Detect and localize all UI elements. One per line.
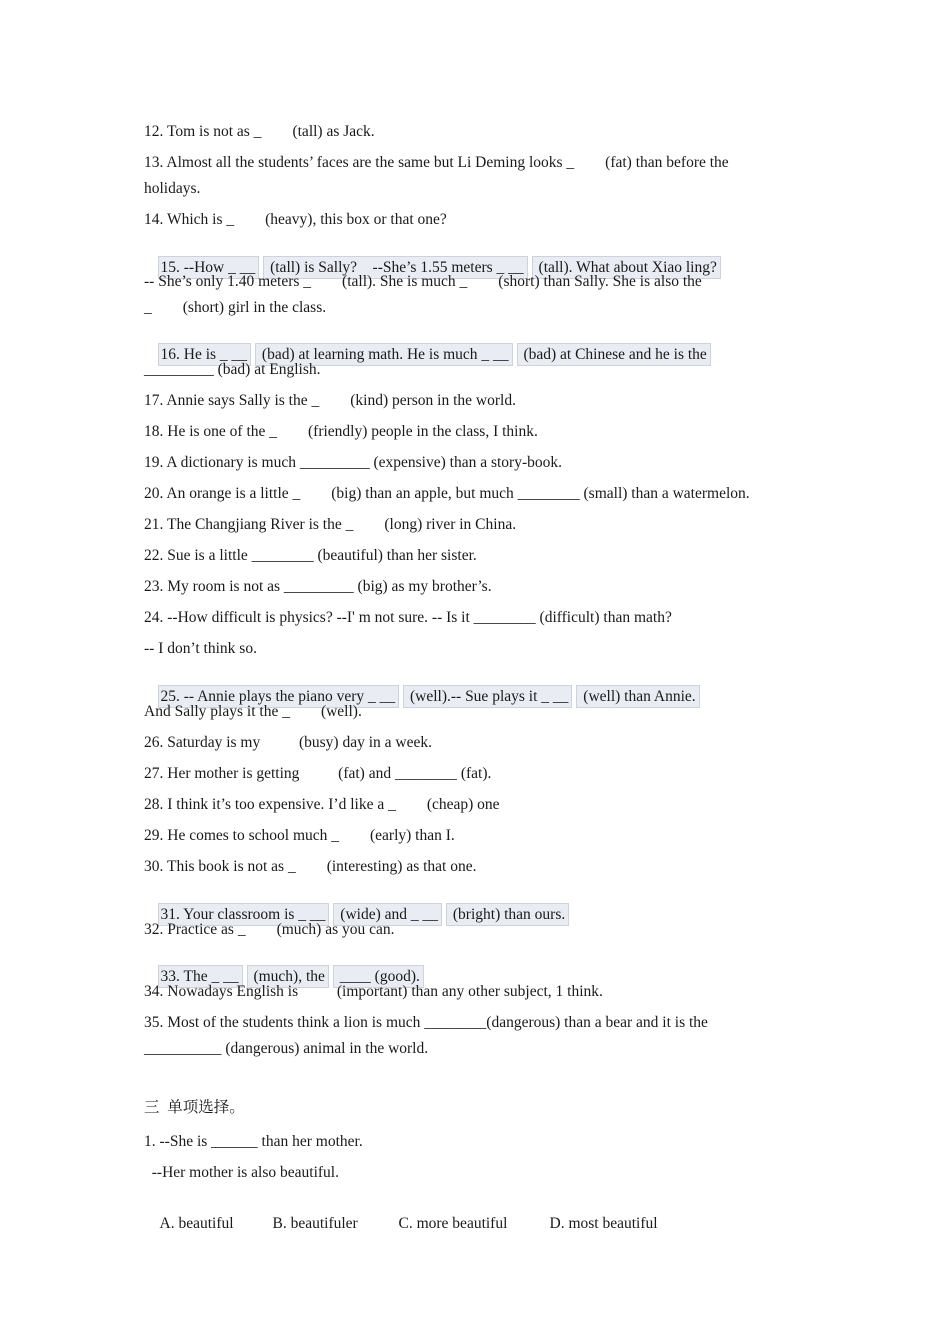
option-b: B. beautifuler bbox=[272, 1215, 358, 1232]
question-1-cont: --Her mother is also beautiful. bbox=[144, 1164, 339, 1181]
exercise-line-27: 27. Her mother is getting (fat) and ________ (fat). bbox=[144, 765, 492, 782]
exercise-line-13-cont: holidays. bbox=[144, 180, 201, 197]
option-a: A. beautiful bbox=[159, 1215, 234, 1232]
exercise-line-28: 28. I think it’s too expensive. I’d like a _ (cheap) one bbox=[144, 796, 500, 813]
highlight-segment: ____ (good). bbox=[333, 965, 424, 988]
highlight-segment: (well).-- Sue plays it _ __ bbox=[403, 685, 572, 708]
highlight-segment: (much), the bbox=[247, 965, 329, 988]
highlight-segment: (bright) than ours. bbox=[446, 903, 569, 926]
highlight-segment: 15. --How _ __ bbox=[158, 256, 260, 279]
exercise-line-29: 29. He comes to school much _ (early) than I. bbox=[144, 827, 455, 844]
exercise-line-34: 34. Nowadays English is (important) than any other subject, 1 think. bbox=[144, 983, 603, 1000]
exercise-line-14: 14. Which is _ (heavy), this box or that one? bbox=[144, 211, 447, 228]
section-heading: 三 单项选择。 bbox=[144, 1099, 245, 1116]
highlight-segment: (well) than Annie. bbox=[576, 685, 699, 708]
exercise-line-30: 30. This book is not as _ (interesting) as that one. bbox=[144, 858, 477, 875]
highlight-segment: 16. He is _ __ bbox=[158, 343, 252, 366]
highlight-segment: (bad) at learning math. He is much _ __ bbox=[255, 343, 513, 366]
highlight-segment: (tall). What about Xiao ling? bbox=[532, 256, 721, 279]
exercise-line-16-cont: _________ (bad) at English. bbox=[144, 361, 321, 378]
exercise-line-35-cont: __________ (dangerous) animal in the world. bbox=[144, 1040, 429, 1057]
exercise-line-20: 20. An orange is a little _ (big) than an apple, but much ________ (small) than a watermelon. bbox=[144, 485, 750, 502]
highlight-segment: 25. -- Annie plays the piano very _ __ bbox=[158, 685, 400, 708]
highlight-segment: 33. The _ __ bbox=[158, 965, 243, 988]
exercise-line-18: 18. He is one of the _ (friendly) people in the class, I think. bbox=[144, 423, 538, 440]
exercise-line-24-cont: -- I don’t think so. bbox=[144, 640, 257, 657]
exercise-line-15-answer: -- She’s only 1.40 meters _ (tall). She is much _ (short) than Sally. She is also the bbox=[144, 273, 702, 290]
exercise-line-19: 19. A dictionary is much _________ (expensive) than a story-book. bbox=[144, 454, 563, 471]
highlight-segment: (tall) is Sally? --She’s 1.55 meters _ __ bbox=[263, 256, 527, 279]
exercise-line-21: 21. The Changjiang River is the _ (long) river in China. bbox=[144, 516, 517, 533]
exercise-line-15-cont: _ (short) girl in the class. bbox=[144, 299, 327, 316]
exercise-line-24: 24. --How difficult is physics? --I' m not sure. -- Is it ________ (difficult) than math? bbox=[144, 609, 672, 626]
exercise-line-13: 13. Almost all the students’ faces are the same but Li Deming looks _ (fat) than before the bbox=[144, 154, 729, 171]
answer-options bbox=[144, 1194, 658, 1254]
exercise-line-26: 26. Saturday is my (busy) day in a week. bbox=[144, 734, 432, 751]
exercise-line-12: 12. Tom is not as _ (tall) as Jack. bbox=[144, 123, 375, 140]
highlight-segment: 31. Your classroom is _ __ bbox=[158, 903, 330, 926]
exercise-line-32: 32. Practice as _ (much) as you can. bbox=[144, 921, 395, 938]
exercise-line-22: 22. Sue is a little ________ (beautiful) than her sister. bbox=[144, 547, 477, 564]
question-1: 1. --She is ______ than her mother. bbox=[144, 1133, 363, 1150]
exercise-line-23: 23. My room is not as _________ (big) as my brother’s. bbox=[144, 578, 492, 595]
highlight-segment: (wide) and _ __ bbox=[333, 903, 442, 926]
option-c: C. more beautiful bbox=[398, 1215, 508, 1232]
exercise-line-35: 35. Most of the students think a lion is much ________(dangerous) than a bear and it is the bbox=[144, 1014, 708, 1031]
highlight-segment: (bad) at Chinese and he is the bbox=[517, 343, 711, 366]
exercise-line-25-cont: And Sally plays it the _ (well). bbox=[144, 703, 362, 720]
option-d: D. most beautiful bbox=[549, 1215, 658, 1232]
exercise-line-17: 17. Annie says Sally is the _ (kind) person in the world. bbox=[144, 392, 516, 409]
